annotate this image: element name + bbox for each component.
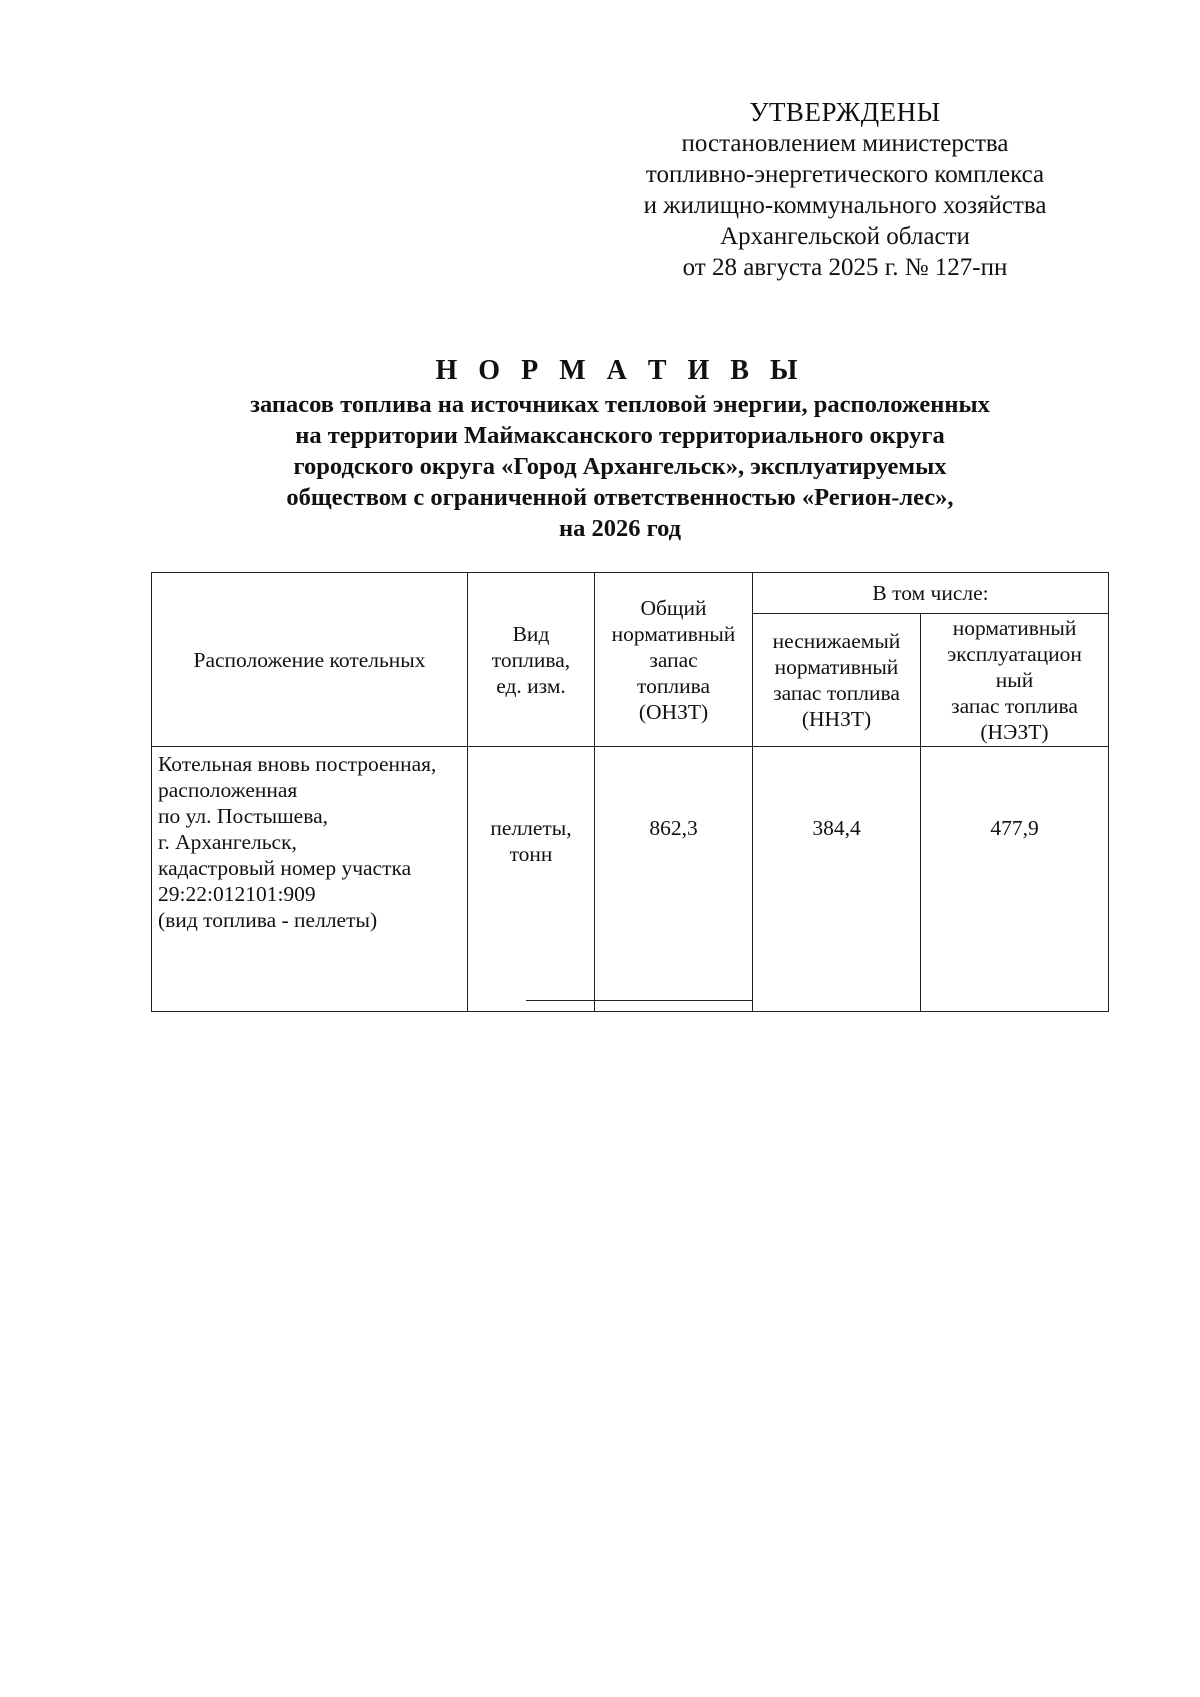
header-total-reserve: Общий нормативный запас топлива (ОНЗТ) xyxy=(595,573,753,747)
approval-line: постановлением министерства xyxy=(681,130,1009,157)
header-fuel-type: Вид топлива, ед. изм. xyxy=(468,573,595,747)
approval-line: топливно-энергетического комплекса xyxy=(645,161,1045,188)
table-header-row xyxy=(152,573,1109,614)
header-nnzt: неснижаемый нормативный запас топлива (ННЗТ) xyxy=(753,614,921,747)
document-subtitle-line: обществом с ограниченной ответственностью «Регион-лес», xyxy=(286,484,954,511)
table-row xyxy=(152,747,1109,1012)
document-title-block xyxy=(140,353,1100,544)
approval-block xyxy=(600,97,1090,283)
approval-line: и жилищно-коммунального хозяйства xyxy=(643,192,1047,219)
end-separator-line xyxy=(526,1000,752,1001)
cell-nnzt: 384,4 xyxy=(753,747,921,1012)
cell-location: Котельная вновь построенная, расположенная по ул. Постышева, г. Архангельск, кадастровый номер участка 29:22:012101:909 (вид топлива - пеллеты) xyxy=(152,747,468,1012)
cell-nezt: 477,9 xyxy=(921,747,1109,1012)
document-subtitle-line: на территории Маймаксанского территориального округа xyxy=(295,422,945,449)
cell-total-reserve: 862,3 xyxy=(595,747,753,1012)
document-subtitle-line: городского округа «Город Архангельск», эксплуатируемых xyxy=(293,453,947,480)
approval-line: Архангельской области xyxy=(720,223,970,250)
approval-title: УТВЕРЖДЕНЫ xyxy=(749,97,941,127)
header-location: Расположение котельных xyxy=(152,573,468,747)
document-title: Н О Р М А Т И В Ы xyxy=(435,355,805,386)
header-nezt: нормативный эксплуатацион ный запас топлива (НЭЗТ) xyxy=(921,614,1109,747)
document-subtitle-line: на 2026 год xyxy=(558,515,682,542)
cell-fuel-type: пеллеты, тонн xyxy=(468,747,595,1012)
document-subtitle-line: запасов топлива на источниках тепловой энергии, расположенных xyxy=(250,391,990,418)
header-including: В том числе: xyxy=(753,573,1109,614)
norms-table xyxy=(151,572,1109,1012)
approval-date-line: от 28 августа 2025 г. № 127-пн xyxy=(682,254,1008,281)
